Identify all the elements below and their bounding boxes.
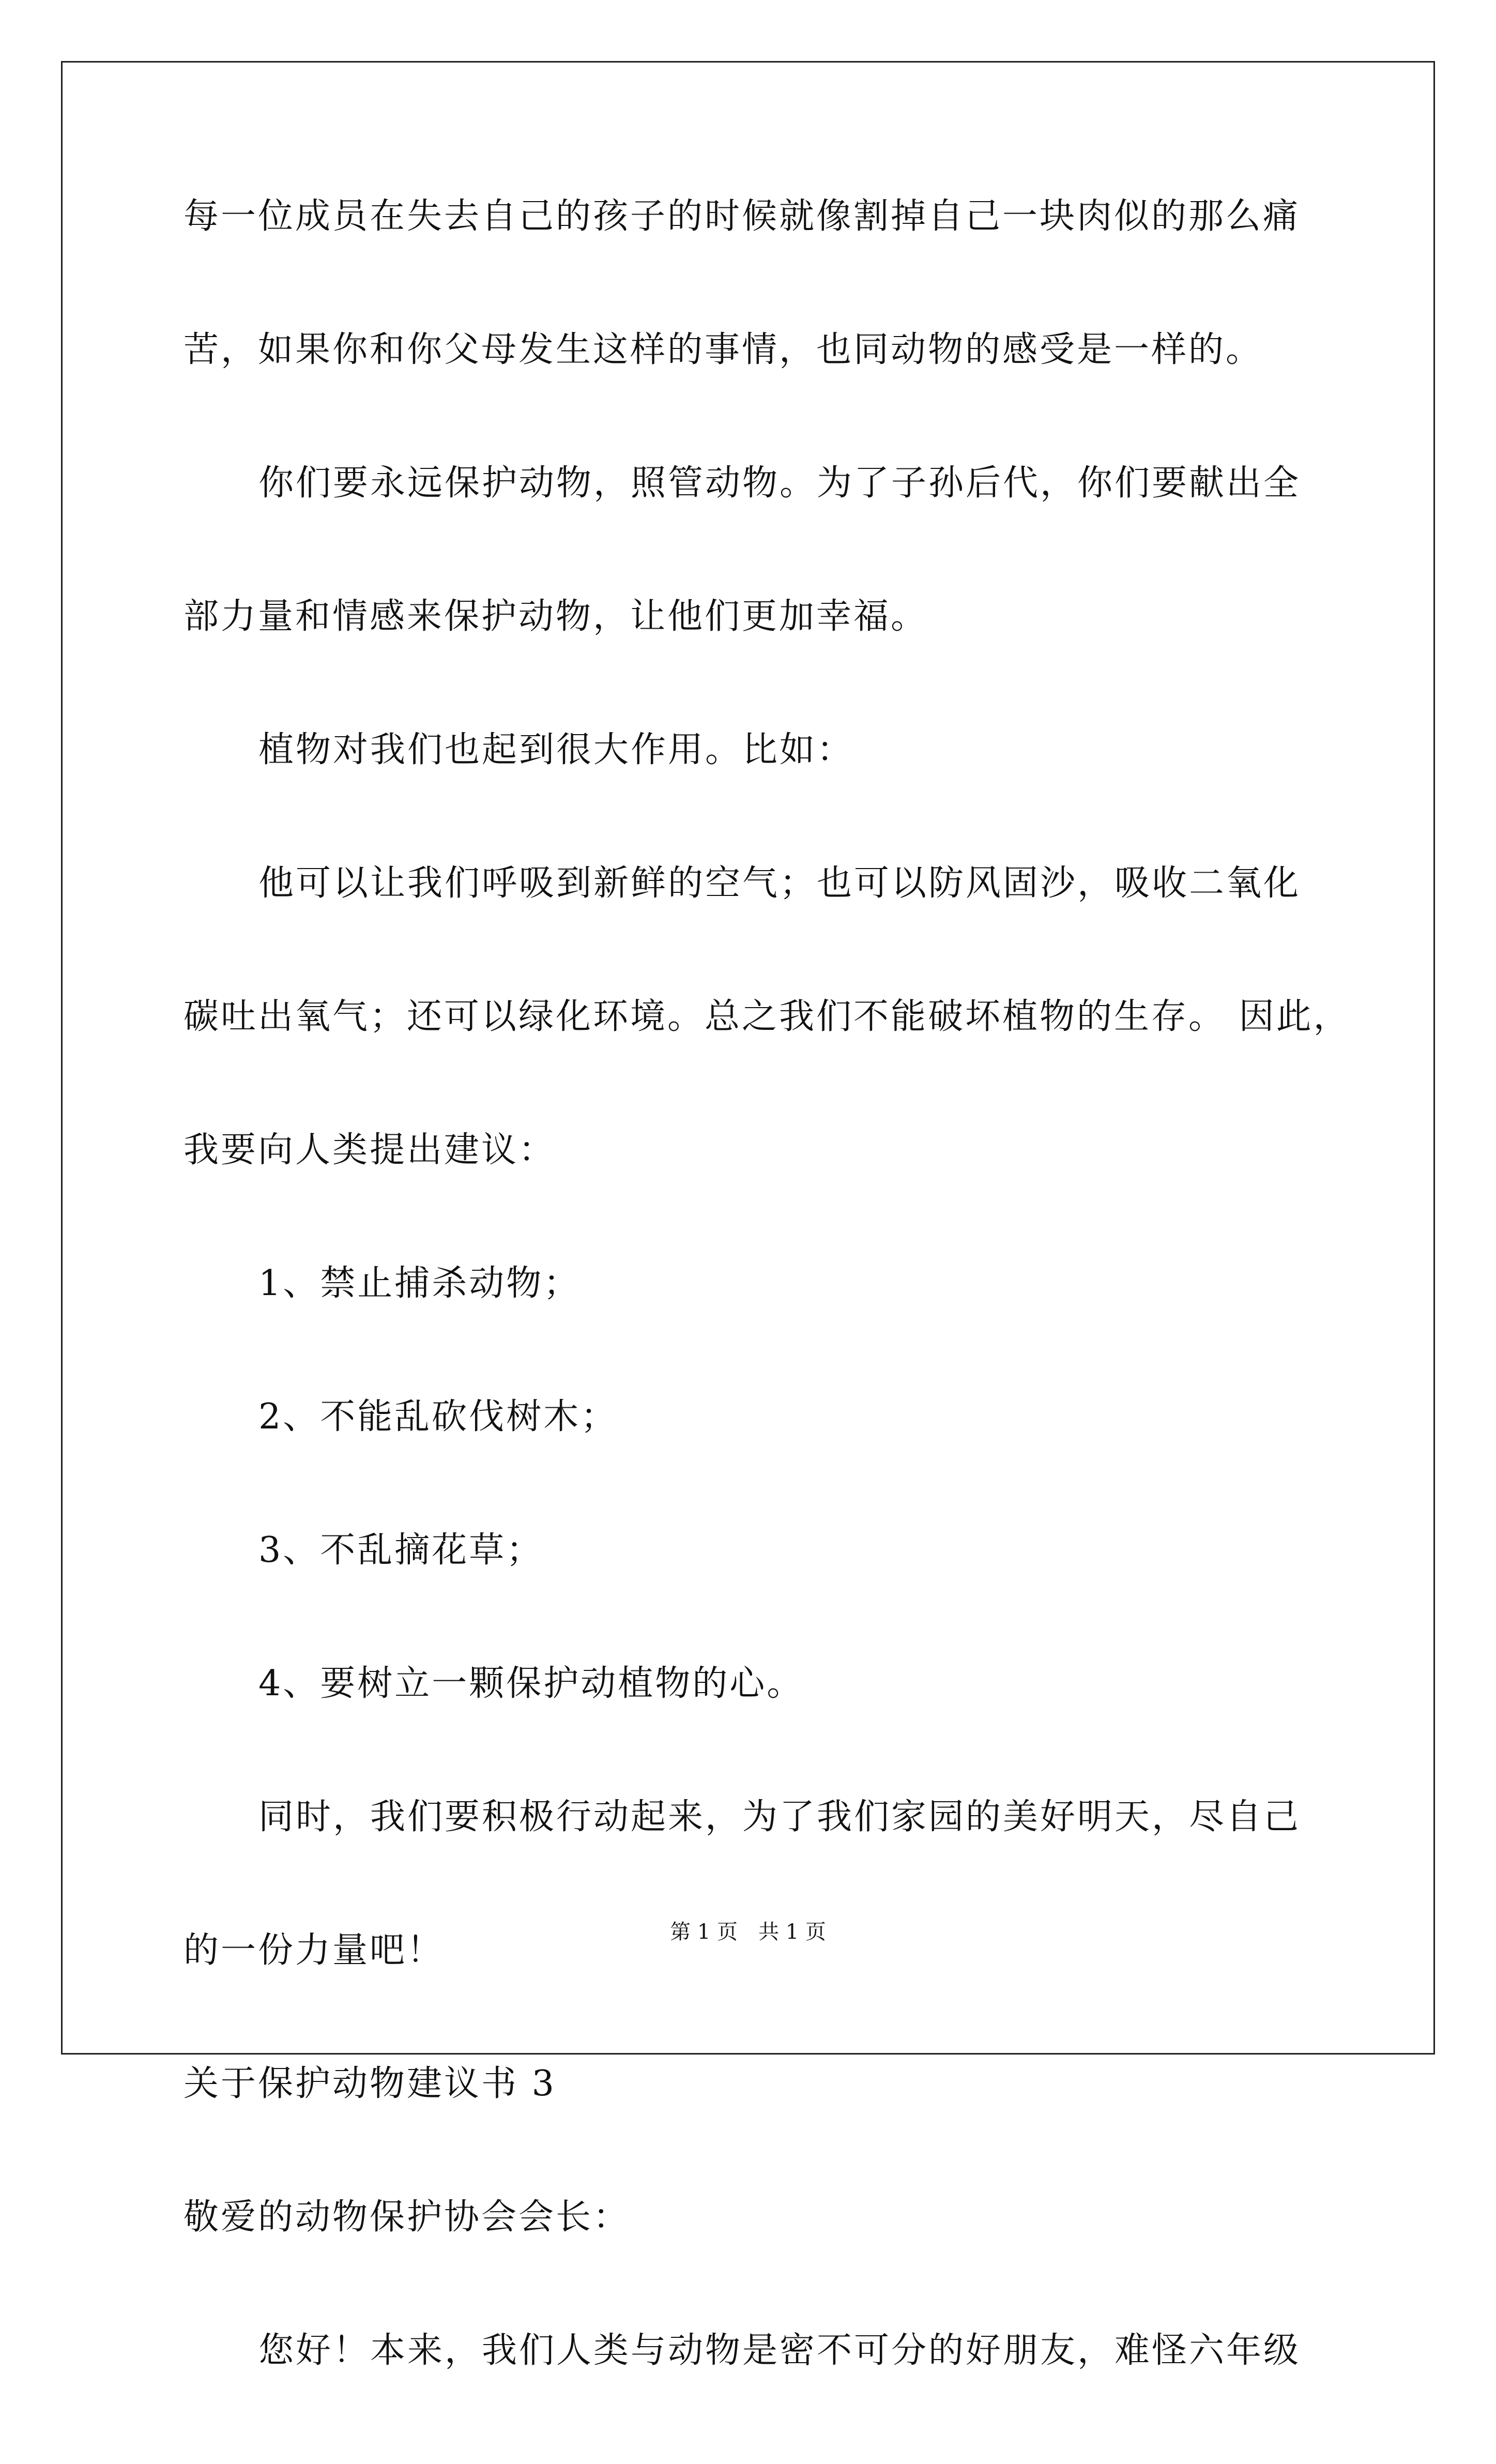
text-line: 植物对我们也起到很大作用。比如： (258, 729, 854, 770)
salutation: 敬爱的动物保护协会会长： (184, 2197, 631, 2238)
list-item: 3、不乱摘花草； (258, 1530, 544, 1571)
text-line: 他可以让我们呼吸到新鲜的空气；也可以防风固沙，吸收二氧化 (258, 863, 1301, 904)
text-line: 您好！本来，我们人类与动物是密不可分的好朋友，难怪六年级 (258, 2330, 1301, 2371)
text-line: 部力量和情感来保护动物，让他们更加幸福。 (184, 596, 928, 637)
text-line: 每一位成员在失去自己的孩子的时候就像割掉自己一块肉似的那么痛 (184, 196, 1301, 237)
text-line: 我要向人类提出建议： (184, 1130, 556, 1170)
text-line: 碳吐出氧气；还可以绿化环境。总之我们不能破坏植物的生存。 因此， (184, 996, 1351, 1037)
text-line: 你们要永远保护动物，照管动物。为了子孙后代，你们要献出全 (258, 463, 1301, 504)
page-footer: 第 1 页 共 1 页 (670, 1920, 826, 1944)
text-line: 苦，如果你和你父母发生这样的事情，也同动物的感受是一样的。 (184, 329, 1263, 370)
list-item: 2、不能乱砍伐树木； (258, 1396, 618, 1437)
list-item: 1、禁止捕杀动物； (258, 1263, 581, 1304)
text-line: 的一份力量吧！ (184, 1930, 445, 1971)
text-line: 同时，我们要积极行动起来，为了我们家园的美好明天，尽自己 (258, 1797, 1301, 1837)
section-title: 关于保护动物建议书 3 (184, 2063, 556, 2104)
document-body (184, 196, 1351, 2464)
list-item: 4、要树立一颗保护动植物的心。 (258, 1663, 804, 1704)
